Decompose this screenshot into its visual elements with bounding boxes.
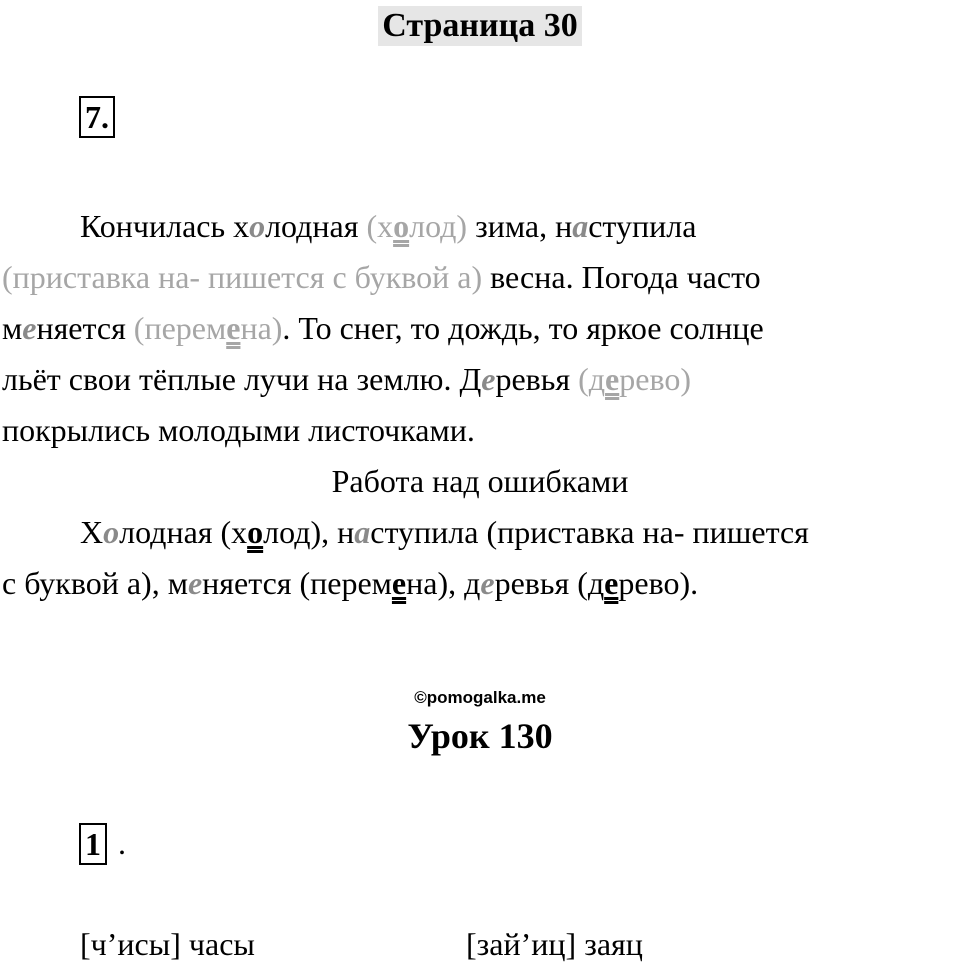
errors-line-1: Холодная (холод), наступила (приставка на- пишется xyxy=(80,514,809,550)
errors-title: Работа над ошибками xyxy=(331,463,629,499)
stressed-vowel: о xyxy=(247,514,264,550)
page-header xyxy=(0,6,960,46)
stressed-vowel: е xyxy=(605,361,620,397)
watermark: ©pomogalka.me xyxy=(414,688,546,707)
vowel-highlight: о xyxy=(103,514,120,550)
text-line-1: Кончилась холодная (холод) зима, наступила xyxy=(80,208,697,244)
vowel-highlight: е xyxy=(187,565,203,601)
vowel-highlight: е xyxy=(22,310,37,346)
task-number-1 xyxy=(79,823,107,865)
stressed-vowel: о xyxy=(393,208,410,244)
text-line-5: покрылись молодыми листочками. xyxy=(2,412,475,448)
vowel-highlight: а xyxy=(354,514,371,550)
page-title: Страница 30 xyxy=(378,6,581,46)
task-number-label: 1 xyxy=(85,826,101,862)
text-line-4: льёт свои тёплые лучи на землю. Деревья (дерево) xyxy=(2,361,691,397)
hint: (холод) xyxy=(366,208,468,244)
errors-line-2: с буквой а), меняется (перемена), деревья (дерево). xyxy=(2,565,699,601)
hint: (дерево) xyxy=(578,361,691,397)
word: часы xyxy=(188,926,255,962)
transcription: [ч’исы] xyxy=(80,926,181,962)
task-number-7 xyxy=(79,96,115,138)
task-number-dot: . xyxy=(118,825,126,861)
stressed-vowel: е xyxy=(604,565,619,601)
transcription: [зай’иц] xyxy=(466,926,577,962)
task-7-text xyxy=(2,201,958,609)
vowel-highlight: е xyxy=(481,361,496,397)
stressed-vowel: е xyxy=(391,565,407,601)
task-number-label: 7. xyxy=(85,99,109,135)
vowel-highlight: е xyxy=(480,565,495,601)
word-pair-1 xyxy=(80,924,255,964)
vowel-highlight: о xyxy=(249,208,266,244)
vowel-highlight: а xyxy=(572,208,589,244)
word: заяц xyxy=(584,926,643,962)
word-pair-2 xyxy=(466,924,643,964)
text-line-2: (приставка на- пишется с буквой а) весна. Погода часто xyxy=(2,259,761,295)
lesson-title: Урок 130 xyxy=(407,716,553,756)
hint: (приставка на- пишется с буквой а) xyxy=(2,259,483,295)
stressed-vowel: е xyxy=(226,310,241,346)
hint: (перемена) xyxy=(133,310,283,346)
text-line-3: меняется (перемена). То снег, то дождь, то яркое солнце xyxy=(2,310,764,346)
